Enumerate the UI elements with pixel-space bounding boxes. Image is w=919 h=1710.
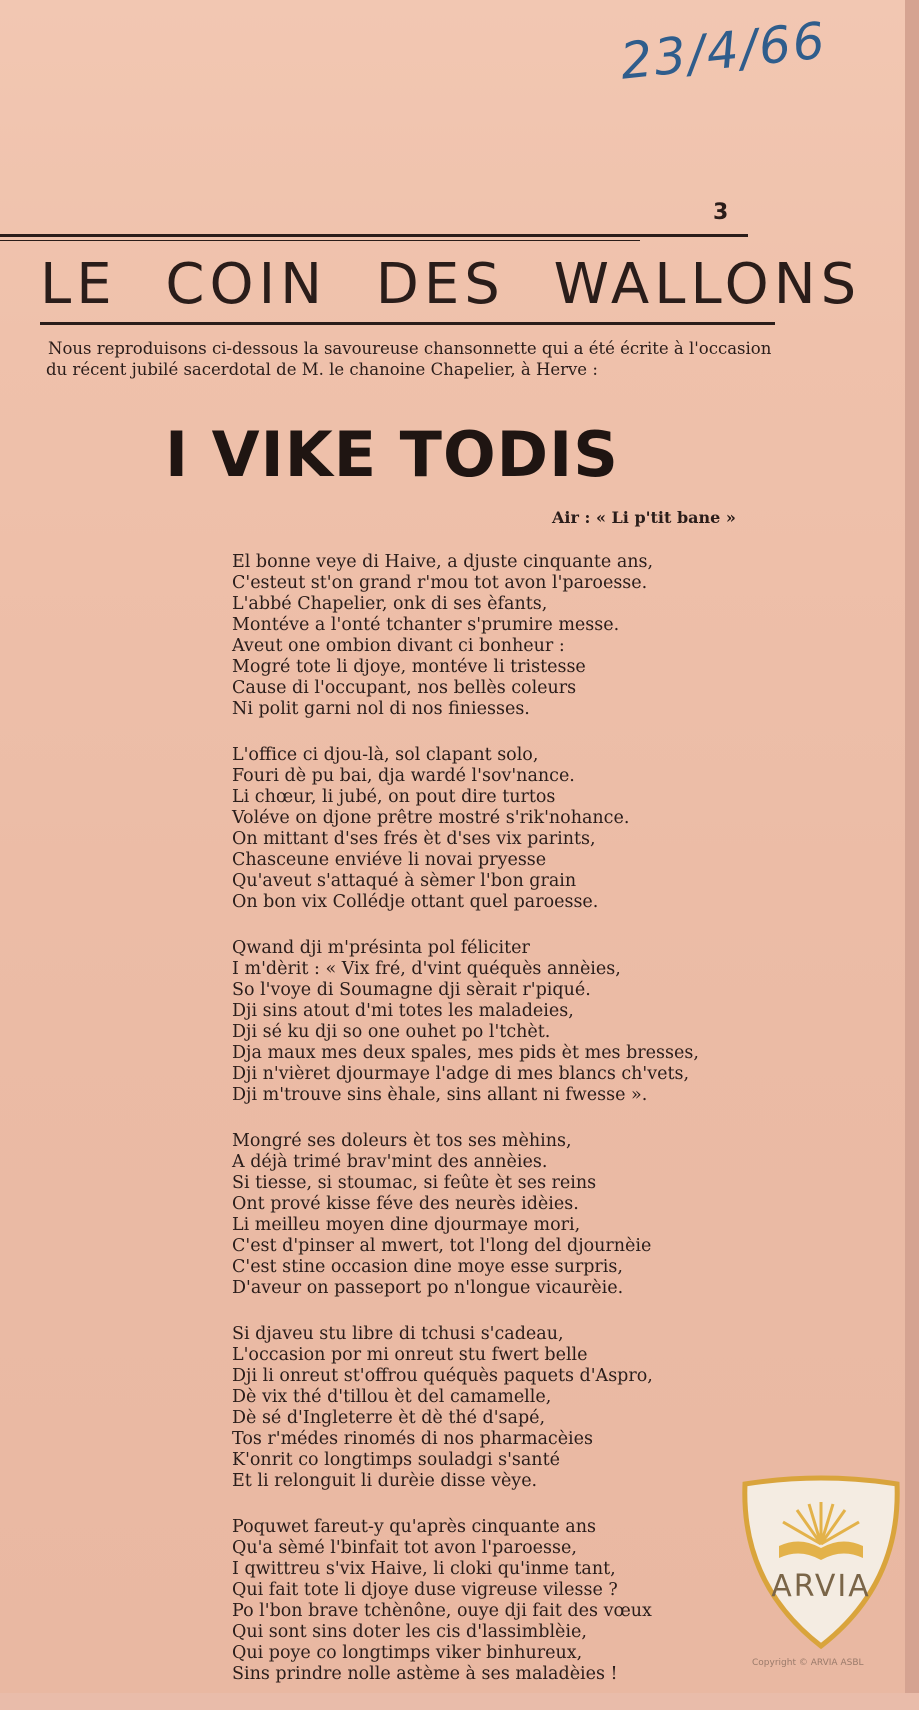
verse-line: Et li relonguit li durèie disse vèye. [232,1471,538,1491]
verse-line: Qu'a sèmé l'binfait tot avon l'paroesse, [232,1538,577,1558]
section-title: LE COIN DES WALLONS [40,252,862,317]
verse-line: Montéve a l'onté tchanter s'prumire messe. [232,615,620,635]
verse-line: Ont prové kisse féve des neurès idèies. [232,1194,579,1214]
page-number: 3 [713,200,729,225]
verse-line: Dji sé ku dji so one ouhet po l'tchèt. [232,1022,551,1042]
verse-line: On mittant d'ses frés èt d'ses vix parints, [232,829,596,849]
verse-line: Voléve on djone prêtre mostré s'rik'nohance. [232,808,630,828]
verse-line: Tos r'médes rinomés di nos pharmacèies [232,1429,593,1449]
verse-line: Chasceune enviéve li novai pryesse [232,850,547,870]
song-title: I VIKE TODIS [165,418,619,491]
verse-line: Mogré tote li djoye, montéve li tristesse [232,657,586,677]
handwritten-date: 23/4/66 [617,11,830,91]
verse-line: L'abbé Chapelier, onk di ses èfants, [232,594,548,614]
verse-line: Dji sins atout d'mi totes les maladeies, [232,1001,574,1021]
verse-line: L'office ci djou-là, sol clapant solo, [232,745,539,765]
verse-line: Qui fait tote li djoye duse vigreuse vilesse ? [232,1580,618,1600]
title-rule [40,322,775,325]
verse-line: Dji li onreut st'offrou quéquès paquets d'Aspro, [232,1366,653,1386]
verse-line: Qwand dji m'présinta pol féliciter [232,938,530,958]
verse-line: Qui poye co longtimps viker binhureux, [232,1643,583,1663]
verse-line: Cause di l'occupant, nos bellès coleurs [232,678,577,698]
intro-paragraph: Nous reproduisons ci-dessous la savoureuse chansonnette qui a été écrite à l'occasion du récent jubilé sacerdotal de M. le chanoine Chapelier, à Herve : [46,339,772,379]
verse-line: Qui sont sins doter les cis d'lassimblèie, [232,1622,587,1642]
air-note: Air : « Li p'tit bane » [552,508,736,527]
verse-line: A déjà trimé brav'mint des annèies. [232,1152,548,1172]
stanza [232,552,792,720]
top-rule [0,234,748,237]
arvia-shield-icon [737,1474,905,1652]
stamp-label: ARVIA [771,1569,871,1604]
verse-line: C'est stine occasion dine moye esse surpris, [232,1257,623,1277]
verse-line: Dji m'trouve sins èhale, sins allant ni fwesse ». [232,1085,648,1105]
verse-line: Si tiesse, si stoumac, si feûte èt ses reins [232,1173,597,1193]
verse-line: L'occasion por mi onreut stu fwert belle [232,1345,588,1365]
verse-line: So l'voye di Soumagne dji sèrait r'piqué. [232,980,591,1000]
verse-line: D'aveur on passeport po n'longue vicaurèie. [232,1278,624,1298]
verse-line: C'est d'pinser al mwert, tot l'long del djournèie [232,1236,652,1256]
stanza [232,938,792,1106]
verse-line: Qu'aveut s'attaqué à sèmer l'bon grain [232,871,577,891]
verse-line: Aveut one ombion divant ci bonheur : [232,636,565,656]
verse-line: Si djaveu stu libre di tchusi s'cadeau, [232,1324,564,1344]
verse-line: I qwittreu s'vix Haive, li cloki qu'inme tant, [232,1559,616,1579]
stanza [232,745,792,913]
verse-line: Ni polit garni nol di nos finiesses. [232,699,530,719]
verse-line: On bon vix Collédje ottant quel paroesse. [232,892,599,912]
verse-line: Dja maux mes deux spales, mes pids èt mes bresses, [232,1043,699,1063]
verse-line: C'esteut st'on grand r'mou tot avon l'paroesse. [232,573,648,593]
verse-line: Po l'bon brave tchènône, ouye dji fait des vœux [232,1601,652,1621]
verse-line: K'onrit co longtimps souladgi s'santé [232,1450,560,1470]
top-rule-thin [0,240,640,241]
verse-line: El bonne veye di Haive, a djuste cinquante ans, [232,552,654,572]
stanza [232,1131,792,1299]
verse-line: Dè vix thé d'tillou èt del camamelle, [232,1387,552,1407]
verse-line: Poquwet fareut-y qu'après cinquante ans [232,1517,596,1537]
verse-line: Mongré ses doleurs èt tos ses mèhins, [232,1131,572,1151]
copyright-note: Copyright © ARVIA ASBL [752,1658,864,1668]
verse-line: Li chœur, li jubé, on pout dire turtos [232,787,556,807]
verse-line: Li meilleu moyen dine djourmaye mori, [232,1215,581,1235]
verse-line: Dè sé d'Ingleterre èt dè thé d'sapé, [232,1408,546,1428]
stanza [232,1324,792,1492]
verse-line: Sins prindre nolle astème à ses maladèies ! [232,1664,618,1684]
arvia-stamp [737,1474,905,1652]
verse-line: Dji n'vièret djourmaye l'adge di mes blancs ch'vets, [232,1064,690,1084]
verse-line: I m'dèrit : « Vix fré, d'vint quéquès annèies, [232,959,621,979]
page-edge [905,0,919,1693]
song-verses [232,552,792,1710]
verse-line: Fouri dè pu bai, dja wardé l'sov'nance. [232,766,575,786]
stanza [232,1517,792,1685]
